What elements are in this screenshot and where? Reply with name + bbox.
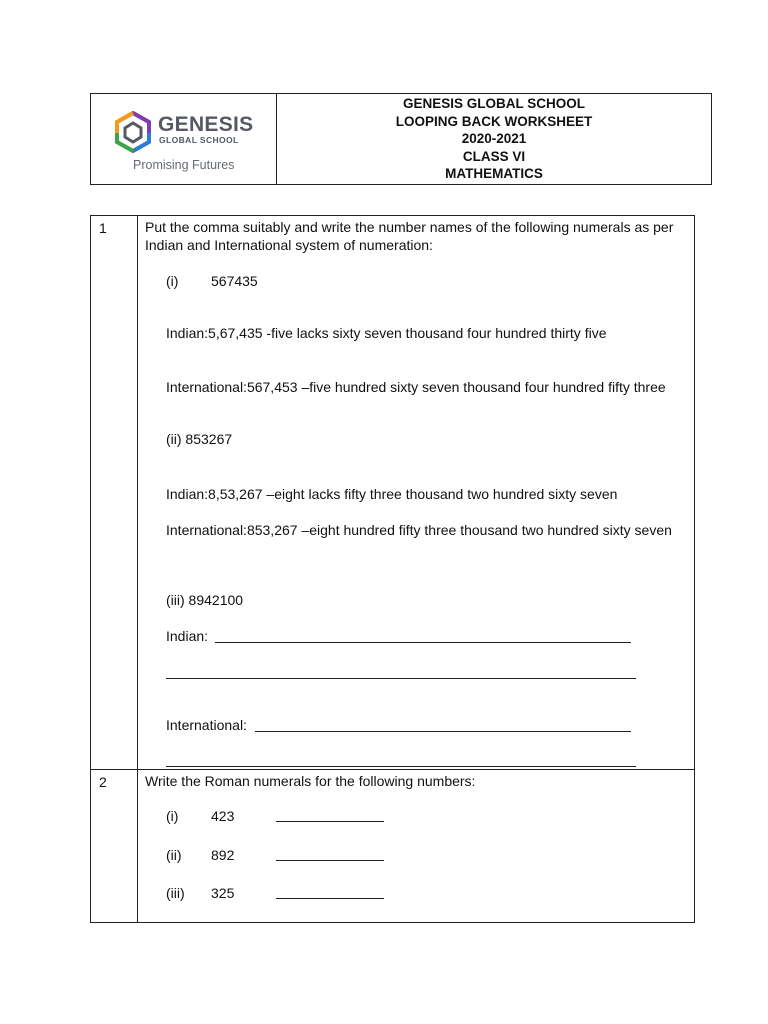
answer-blank[interactable] <box>276 807 384 822</box>
answer-line[interactable] <box>255 731 631 732</box>
question-body <box>138 216 694 769</box>
question-1 <box>91 215 694 769</box>
header-box <box>90 93 712 185</box>
sub-item-value: 567435 <box>211 273 258 289</box>
question-body <box>138 770 694 922</box>
question-prompt: Write the Roman numerals for the following numbers: <box>145 773 476 789</box>
questions-table <box>90 215 695 923</box>
worksheet-name: LOOPING BACK WORKSHEET <box>395 113 593 129</box>
genesis-logo-icon <box>113 111 153 155</box>
roman-item <box>166 884 384 902</box>
answer-indian-iii: Indian: <box>166 628 209 644</box>
school-logo <box>91 94 277 184</box>
school-name: GENESIS GLOBAL SCHOOL <box>402 96 586 112</box>
question-number: 1 <box>91 216 138 769</box>
item-value: 892 <box>211 847 235 863</box>
answer-indian-i: Indian:5,67,435 -five lacks sixty seven thousand four hundred thirty five <box>166 325 607 341</box>
answer-line[interactable] <box>166 678 636 679</box>
item-value: 325 <box>211 885 235 901</box>
answer-line[interactable] <box>166 766 636 767</box>
item-label: (iii) <box>166 885 185 901</box>
sub-item-i <box>166 272 684 290</box>
question-2 <box>91 769 694 922</box>
class-name: CLASS VI <box>462 148 526 164</box>
item-label: (i) <box>166 808 179 824</box>
subject-name: MATHEMATICS <box>445 166 543 182</box>
answer-international-ii: International:853,267 –eight hundred fifty three thousand two hundred sixty seven <box>166 522 672 538</box>
logo-name: GENESIS <box>158 113 254 136</box>
logo-tagline: Promising Futures <box>133 158 235 172</box>
question-number: 2 <box>91 770 138 922</box>
answer-line[interactable] <box>215 642 631 643</box>
sub-item-label: (i) <box>166 273 179 289</box>
answer-international-i: International:567,453 –five hundred sixty seven thousand four hundred fifty three <box>166 379 666 395</box>
answer-international-iii: International: <box>166 717 247 733</box>
roman-item <box>166 846 384 864</box>
worksheet-title <box>277 94 711 184</box>
answer-blank[interactable] <box>276 846 384 861</box>
academic-year: 2020-2021 <box>461 131 527 147</box>
item-value: 423 <box>211 808 235 824</box>
question-prompt: Put the comma suitably and write the number names of the following numerals as per Indian and International system of numeration: <box>145 219 674 253</box>
sub-item-ii: (ii) 853267 <box>166 431 233 447</box>
logo-subtitle: GLOBAL SCHOOL <box>159 135 239 145</box>
answer-indian-ii: Indian:8,53,267 –eight lacks fifty three thousand two hundred sixty seven <box>166 486 618 502</box>
answer-blank[interactable] <box>276 884 384 899</box>
item-label: (ii) <box>166 847 182 863</box>
sub-item-iii: (iii) 8942100 <box>166 592 244 608</box>
roman-item <box>166 807 384 825</box>
